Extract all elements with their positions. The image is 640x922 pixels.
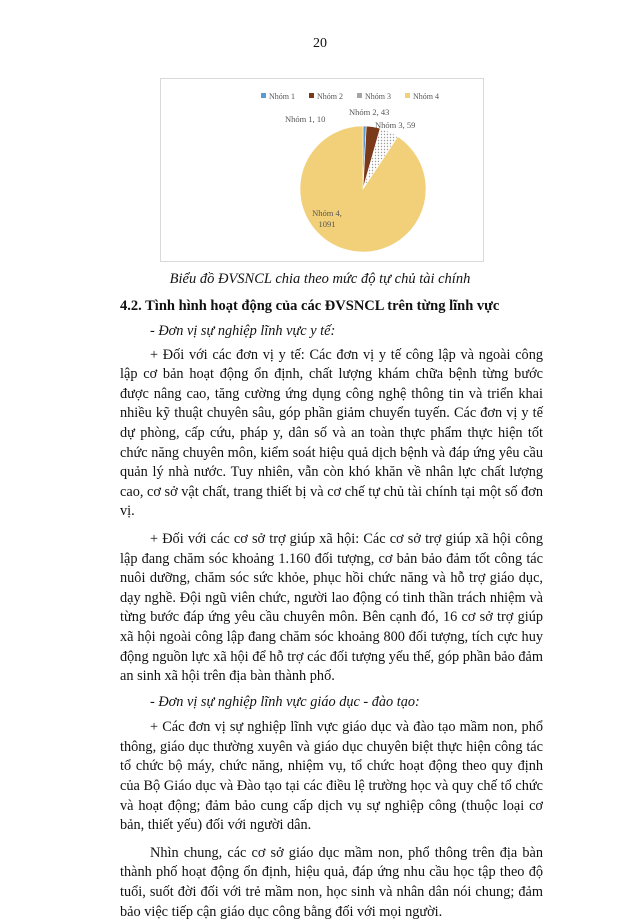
pie-slices	[300, 126, 426, 252]
paragraph-health-units: + Đối với các đơn vị y tế: Các đơn vị y tế công lập và ngoài công lập cơ bản hoạt động ổn định, chất lượng khám chữa bệnh từng bước được nâng cao, tăng cường ứng dụng công nghệ thông tin và triển khai nhiều kỹ thuật chuyên sâu, góp phần giảm chuyển tuyến. Các đơn vị y tế dự phòng, cấp cứu, pháp y, dân số và an toàn thực phẩm thực hiện tốt chức năng chuyên môn, kiểm soát hiệu quả dịch bệnh và đáp ứng yêu cầu quản lý nhà nước. Tuy nhiên, vẫn còn khó khăn về nhân lực chất lượng cao, cơ sở vật chất, trang thiết bị và cơ chế tự chủ tài chính tại một số đơn vị.	[120, 346, 543, 520]
pie-chart-svg	[161, 79, 483, 261]
legend-label-3: Nhóm 3	[365, 92, 391, 101]
sub-heading-health: - Đơn vị sự nghiệp lĩnh vực y tế:	[150, 323, 336, 339]
paragraph-social-support: + Đối với các cơ sở trợ giúp xã hội: Các cơ sở trợ giúp xã hội công lập đang chăm sóc khoảng 1.160 đối tượng, cơ bản bảo đảm tốt công tác nuôi dưỡng, chăm sóc sức khỏe, phục hồi chức năng và hỗ trợ giáo dục, dạy nghề. Đội ngũ viên chức, người lao động có tinh thần trách nhiệm và từng bước đáp ứng yêu cầu chuyên môn. Bên cạnh đó, 16 cơ sở trợ giúp xã hội ngoài công lập đang chăm sóc khoảng 800 đối tượng, tích cực huy động nguồn lực xã hội để hỗ trợ các đối tượng yếu thế, góp phần bảo đảm an sinh xã hội trên địa bàn thành phố.	[120, 530, 543, 685]
legend-label-4: Nhóm 4	[413, 92, 439, 101]
chart-caption: Biểu đồ ĐVSNCL chia theo mức độ tự chủ tài chính	[169, 271, 471, 287]
legend-swatch-2	[309, 93, 314, 98]
sub-heading-education: - Đơn vị sự nghiệp lĩnh vực giáo dục - đào tạo:	[150, 693, 420, 710]
page-number: 20	[313, 36, 327, 51]
pie-data-label-3: Nhóm 3, 59	[375, 120, 416, 130]
legend-swatch-1	[261, 93, 266, 98]
legend-label-2: Nhóm 2	[317, 92, 343, 101]
legend-swatch-4	[405, 93, 410, 98]
chart-legend	[261, 92, 439, 101]
paragraph-overall: Nhìn chung, các cơ sở giáo dục mầm non, phổ thông trên địa bàn thành phố hoạt động ổn định, hiệu quả, đáp ứng nhu cầu học tập theo độ tuổi, suốt đời đối với trẻ mầm non, học sinh và nhân dân nói chung; đảm bảo việc tiếp cận giáo dục công bằng đối với mọi người.	[120, 844, 543, 920]
paragraph-education-units: + Các đơn vị sự nghiệp lĩnh vực giáo dục và đào tạo mầm non, phổ thông, giáo dục thường xuyên và giáo dục chuyên biệt thực hiện công tác tổ chức bộ máy, chức năng, nhiệm vụ, tổ chức hoạt động theo quy định của Bộ Giáo dục và Đào tạo tại các điều lệ trường học và quy chế tổ chức và hoạt động; đảm bảo cung cấp dịch vụ sự nghiệp công (thuộc loại cơ bản, thiết yếu) đối với người dân.	[120, 719, 543, 834]
pie-data-label-2: Nhóm 2, 43	[349, 107, 390, 117]
pie-chart	[160, 78, 484, 262]
section-heading: 4.2. Tình hình hoạt động của các ĐVSNCL trên từng lĩnh vực	[120, 298, 500, 314]
legend-swatch-3	[357, 93, 362, 98]
pie-slice-4	[300, 126, 426, 252]
health-sector-block	[120, 322, 543, 922]
pie-data-label-1: Nhóm 1, 10	[285, 114, 326, 124]
pie-data-label-4: Nhóm 4, 1091	[312, 208, 342, 229]
legend-label-1: Nhóm 1	[269, 92, 295, 101]
